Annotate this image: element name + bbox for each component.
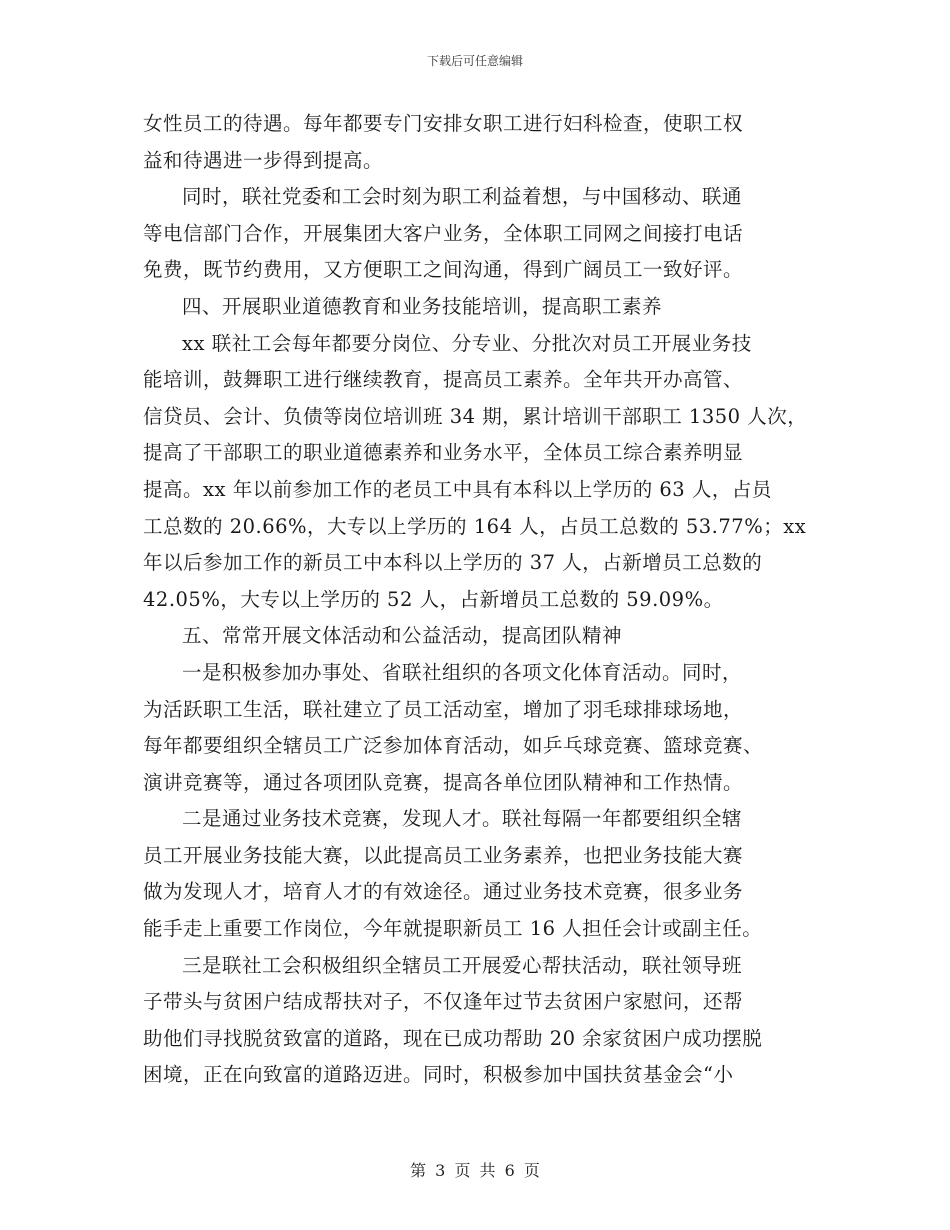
text-line: 等电信部门合作，开展集团大客户业务，全体职工同网之间接打电话 [143, 221, 744, 245]
text-line: 信贷员、会计、负债等岗位培训班 34 期，累计培训干部职工 1350 人次， [143, 404, 808, 428]
text-line: 为活跃职工生活，联社建立了员工活动室，增加了羽毛球排球场地， [143, 697, 744, 721]
text-line: 每年都要组织全辖员工广泛参加体育活动，如乒乓球竞赛、篮球竞赛、 [143, 734, 764, 758]
text-line: 工总数的 20.66%，大专以上学历的 164 人，占员工总数的 53.77%；xx [143, 514, 807, 538]
text-line: 三是联社工会积极组织全辖员工开展爱心帮扶活动，联社领导班 [182, 953, 743, 977]
text-line: 助他们寻找脱贫致富的道路，现在已成功帮助 20 余家贫困户成功摆脱 [143, 1026, 763, 1050]
page-number-footer: 第 3 页 共 6 页 [410, 1161, 540, 1180]
text-line: 四、开展职业道德教育和业务技能培训，提高职工素养 [182, 294, 663, 318]
text-line: 员工开展业务技能大赛，以此提高员工业务素养，也把业务技能大赛 [143, 843, 744, 867]
text-line: 年以后参加工作的新员工中本科以上学历的 37 人，占新增员工总数的 [143, 551, 763, 575]
text-line: 一是积极参加办事处、省联社组织的各项文化体育活动。同时， [182, 660, 743, 684]
document-body [143, 106, 833, 1094]
text-line: 提高了干部职工的职业道德素养和业务水平，全体员工综合素养明显 [143, 441, 744, 465]
text-line: 益和待遇进一步得到提高。 [143, 148, 384, 172]
text-line: 同时，联社党委和工会时刻为职工利益着想，与中国移动、联通 [182, 185, 743, 209]
text-line: 做为发现人才，培育人才的有效途径。通过业务技术竞赛，很多业务 [143, 880, 744, 904]
text-line: 提高。xx 年以前参加工作的老员工中具有本科以上学历的 63 人，占员 [143, 477, 772, 501]
text-line: 能培训，鼓舞职工进行继续教育，提高员工素养。全年共开办高管、 [143, 368, 744, 392]
text-line: 女性员工的待遇。每年都要专门安排女职工进行妇科检查，使职工权 [143, 112, 744, 135]
text-line: xx 联社工会每年都要分岗位、分专业、分批次对员工开展业务技 [182, 331, 752, 355]
text-line: 子带头与贫困户结成帮扶对子，不仅逢年过节去贫困户家慰问，还帮 [143, 990, 744, 1014]
text-line: 能手走上重要工作岗位，今年就提职新员工 16 人担任会计或副主任。 [143, 917, 763, 941]
text-line: 演讲竞赛等，通过各项团队竞赛，提高各单位团队精神和工作热情。 [143, 770, 744, 794]
text-line: 免费，既节约费用，又方便职工之间沟通，得到广阔员工一致好评。 [143, 258, 744, 282]
text-line: 五、常常开展文体活动和公益活动，提高团队精神 [182, 624, 623, 648]
text-line: 42.05%，大专以上学历的 52 人，占新增员工总数的 59.09%。 [143, 587, 724, 611]
text-line: 困境，正在向致富的道路迈进。同时，积极参加中国扶贫基金会“小 [143, 1063, 734, 1087]
page-header-note: 下载后可任意编辑 [426, 54, 523, 68]
text-line: 二是通过业务技术竞赛，发现人才。联社每隔一年都要组织全辖 [182, 807, 743, 831]
